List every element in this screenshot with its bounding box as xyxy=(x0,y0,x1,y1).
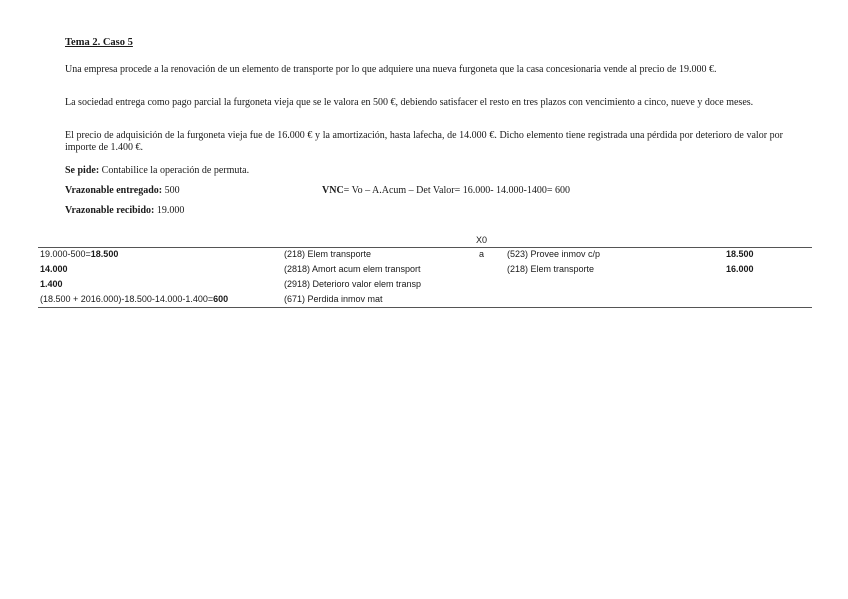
task-line xyxy=(65,165,249,176)
journal-top-rule xyxy=(38,247,812,248)
statement-paragraph-3: El precio de adquisición de la furgoneta vieja fue de 16.000 € y la amortización, hasta lafecha, de 14.000 €. Dicho elemento tiene registrada una pérdida por deterioro de valor por importe de 1.400 €. xyxy=(65,130,783,153)
journal-entry-header: X0 xyxy=(476,235,488,245)
journal-debit-account: (671) Perdida inmov mat xyxy=(284,294,383,304)
journal-debit-account: (2818) Amort acum elem transport xyxy=(284,264,421,274)
task-text: Contabilice la operación de permuta. xyxy=(101,165,250,176)
journal-credit-account: (218) Elem transporte xyxy=(507,264,595,274)
statement-paragraph-2: La sociedad entrega como pago parcial la furgoneta vieja que se le valora en 500 €, debiendo satisfacer el resto en tres plazos con vencimiento a cinco, nueve y doce meses. xyxy=(65,97,754,108)
journal-calc: 19.000-500=18.500 xyxy=(40,249,119,259)
document-title: Tema 2. Caso 5 xyxy=(65,37,133,48)
journal-credit-account: (523) Provee inmov c/p xyxy=(507,249,601,259)
journal-amount: 18.500 xyxy=(726,249,754,259)
journal-row xyxy=(38,294,812,307)
journal-row xyxy=(38,264,812,277)
fair-value-received-line xyxy=(65,205,184,216)
journal-amount: 16.000 xyxy=(726,264,754,274)
net-book-value-line xyxy=(322,185,570,196)
task-label: Se pide: xyxy=(65,165,100,176)
net-book-value-formula: = Vo – A.Acum – Det Valor= 16.000- 14.000-1400= 600 xyxy=(343,185,571,196)
journal-calc: 14.000 xyxy=(40,264,68,274)
fair-value-received-label: Vrazonable recibido: xyxy=(65,205,155,216)
journal-debit-account: (2918) Deterioro valor elem transp xyxy=(284,279,422,289)
fair-value-given-label: Vrazonable entregado: xyxy=(65,185,163,196)
journal-bottom-rule xyxy=(38,307,812,308)
statement-paragraph-1: Una empresa procede a la renovación de un elemento de transporte por lo que adquiere una nueva furgoneta que la casa concesionaria vende al precio de 19.000 €. xyxy=(65,64,717,75)
fair-value-given-line xyxy=(65,185,180,196)
journal-debit-account: (218) Elem transporte xyxy=(284,249,372,259)
journal-calc: 1.400 xyxy=(40,279,63,289)
net-book-value-label: VNC xyxy=(322,185,344,196)
journal-calc: (18.500 + 2016.000)-18.500-14.000-1.400=600 xyxy=(40,294,229,304)
journal-separator: a xyxy=(479,249,485,259)
fair-value-received-value: 19.000 xyxy=(156,205,185,216)
fair-value-given-value: 500 xyxy=(164,185,180,196)
journal-row xyxy=(38,249,812,262)
journal-row xyxy=(38,279,812,292)
